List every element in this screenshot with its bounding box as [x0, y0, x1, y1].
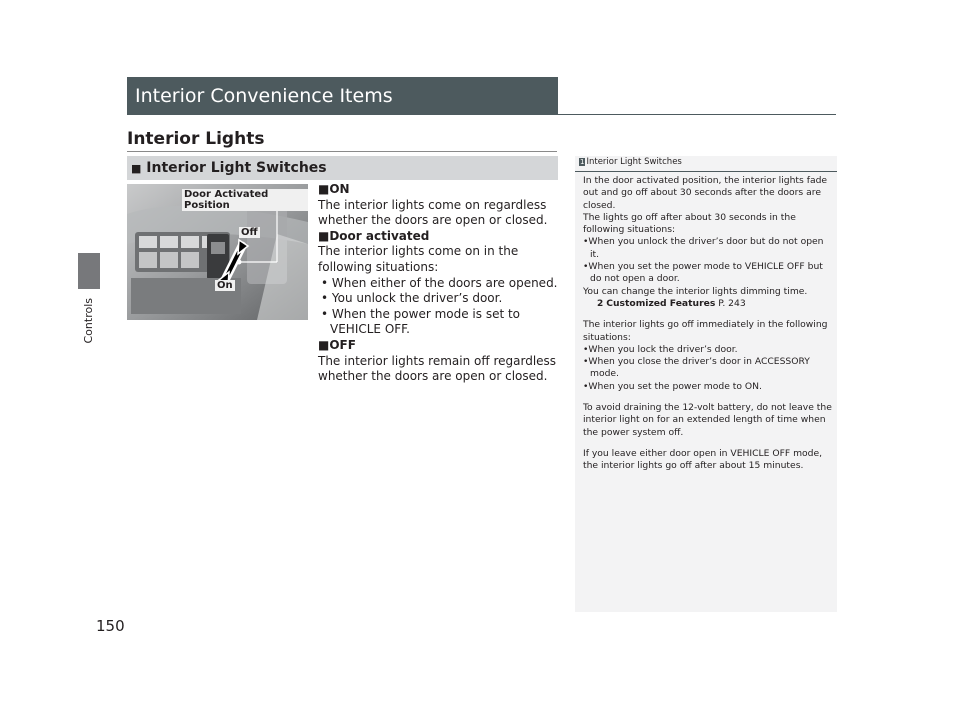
list-item: •When you lock the driver’s door.	[583, 343, 738, 355]
interior-light-switch-figure	[127, 184, 308, 320]
sidebar-paragraph: The lights go off after about 30 seconds in the following situations:	[583, 211, 796, 236]
off-heading: ■OFF	[318, 337, 356, 352]
sidebar-paragraph: You can change the interior lights dimming time.	[583, 285, 808, 297]
door-activated-heading: ■Door activated	[318, 228, 430, 243]
customized-features-link[interactable]: 2 Customized Features P. 243	[597, 297, 746, 309]
sidebar-body	[583, 175, 833, 473]
sidebar-note-number: 1	[580, 158, 585, 166]
sidebar-paragraph: The interior lights go off immediately in the following situations:	[583, 319, 828, 343]
list-item: • You unlock the driver’s door.	[321, 291, 503, 306]
page-title: Interior Convenience Items	[127, 77, 558, 115]
list-item: •When you unlock the driver’s door but do not open it.	[583, 236, 824, 260]
sidebar-heading: 1 Interior Light Switches	[580, 157, 682, 167]
list-item: •When you close the driver’s door in ACCESSORY mode.	[583, 356, 810, 380]
callout-off: Off	[241, 227, 258, 238]
sidebar-notes	[575, 156, 837, 612]
list-item: • When either of the doors are opened.	[321, 275, 558, 290]
subsection-header	[127, 156, 558, 180]
sidebar-paragraph: In the door activated position, the interior lights fade out and go off about 30 seconds after the doors are closed.	[583, 175, 828, 211]
subsection-marker: ■	[131, 162, 142, 175]
sidebar-paragraph: To avoid draining the 12-volt battery, do not leave the interior light on for an extended length of time when the power system off.	[583, 402, 832, 438]
sidebar-paragraph: If you leave either door open in VEHICLE OFF mode, the interior lights go off after about 15 minutes.	[583, 447, 823, 472]
callout-door-activated: Door Activated Position	[182, 189, 308, 211]
list-item: • When the power mode is set to VEHICLE OFF.	[321, 306, 521, 337]
list-item: •When you set the power mode to ON.	[583, 380, 762, 392]
off-description: The interior lights remain off regardless whether the doors are open or closed.	[318, 353, 557, 384]
page-number: 150	[96, 617, 125, 635]
chapter-tab-label: Controls	[82, 298, 95, 344]
reference-arrow-icon: 2	[597, 298, 604, 309]
sidebar-rule	[575, 171, 837, 172]
title-rule	[558, 114, 836, 115]
door-activated-description: The interior lights come on in the following situations:	[318, 244, 519, 274]
section-rule	[127, 151, 557, 152]
callout-on: On	[217, 280, 233, 291]
list-item: •When you set the power mode to VEHICLE OFF but do not open a door.	[583, 261, 823, 285]
on-heading: ■ON	[318, 182, 350, 196]
subsection-title: Interior Light Switches	[146, 160, 327, 176]
chapter-tab-marker	[78, 253, 100, 289]
switch-descriptions	[318, 182, 562, 385]
section-title: Interior Lights	[127, 129, 265, 149]
on-description: The interior lights come on regardless whether the doors are open or closed.	[318, 197, 548, 228]
